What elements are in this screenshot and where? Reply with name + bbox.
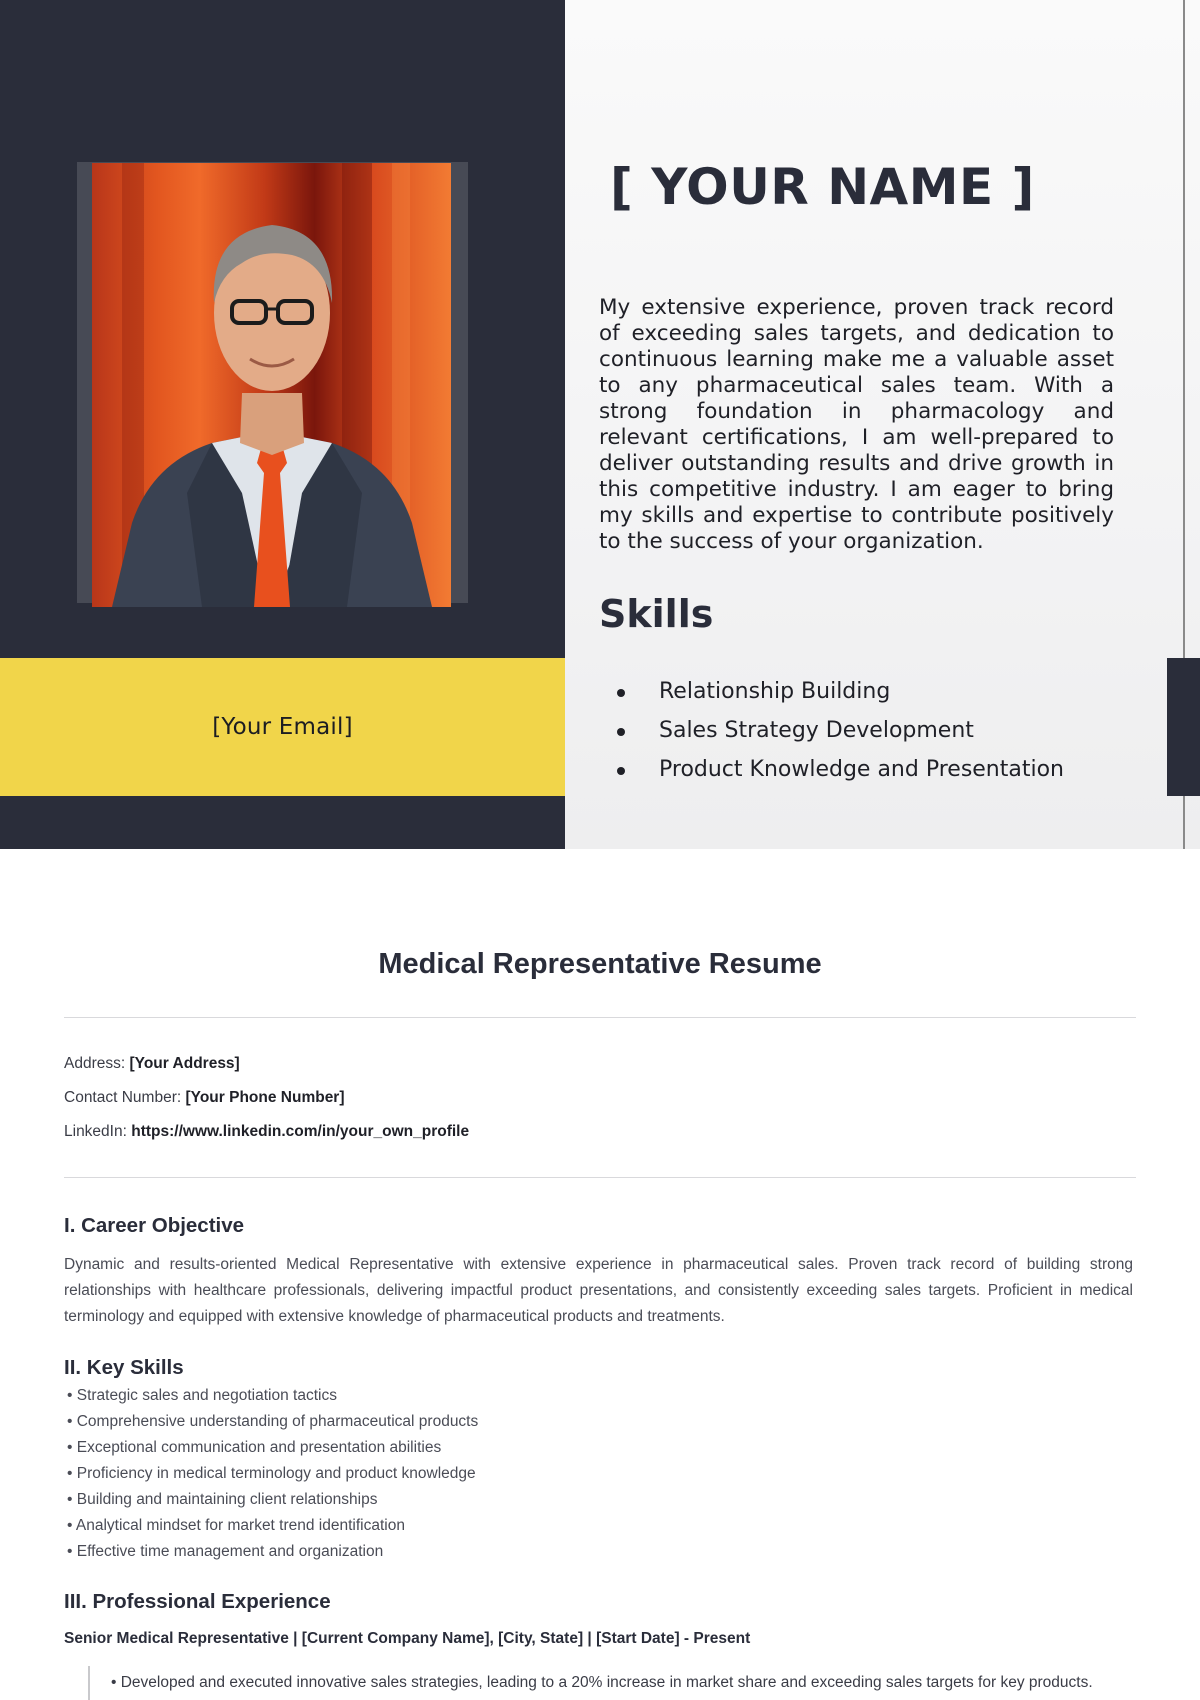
email-text: [Your Email] bbox=[212, 714, 353, 740]
list-item: • Developed and executed innovative sales strategies, leading to a 20% increase in market share and exceeding sales targets for key products. bbox=[111, 1674, 1093, 1691]
skill-item: Sales Strategy Development bbox=[612, 713, 1064, 752]
section-heading-skills: II. Key Skills bbox=[64, 1356, 184, 1379]
bullet-icon bbox=[617, 767, 625, 775]
divider bbox=[64, 1017, 1136, 1018]
contact-linkedin: LinkedIn: https://www.linkedin.com/in/your_own_profile bbox=[64, 1123, 470, 1140]
right-tab-decoration bbox=[1167, 658, 1200, 796]
section-heading-objective: I. Career Objective bbox=[64, 1214, 245, 1237]
list-item: • Effective time management and organization bbox=[67, 1543, 384, 1560]
section-heading-experience: III. Professional Experience bbox=[64, 1590, 331, 1613]
skills-list bbox=[612, 674, 1064, 791]
contact-address: Address: [Your Address] bbox=[64, 1055, 240, 1072]
skill-item: Product Knowledge and Presentation bbox=[612, 752, 1064, 791]
objective-text: Dynamic and results-oriented Medical Representative with extensive experience in pharmaceutical sales. Proven track record of building strong relationships with healthcare professionals, delivering impactful product presentations, and consistently exceeding sales targets. Proficient in medical terminology and equipped with extensive knowledge of pharmaceutical products and treatments. bbox=[64, 1256, 1133, 1325]
profile-photo bbox=[92, 163, 451, 607]
list-item: • Analytical mindset for market trend identification bbox=[67, 1517, 405, 1534]
list-item: • Strategic sales and negotiation tactics bbox=[67, 1387, 337, 1404]
linkedin-link[interactable]: https://www.linkedin.com/in/your_own_profile bbox=[131, 1123, 470, 1140]
list-item: • Exceptional communication and presentation abilities bbox=[67, 1439, 442, 1456]
summary-text: My extensive experience, proven track record of exceeding sales targets, and dedication to continuous learning make me a valuable asset to any pharmaceutical sales team. With a strong foundation in pharmacology and relevant certifications, I am well-prepared to deliver outstanding results and drive growth in this competitive industry. I am eager to bring my skills and expertise to contribute positively to the success of your organization. bbox=[599, 295, 1114, 554]
skill-item: Relationship Building bbox=[612, 674, 1064, 713]
list-item: • Comprehensive understanding of pharmaceutical products bbox=[67, 1413, 479, 1430]
key-skills-list bbox=[67, 1383, 478, 1565]
resume-banner bbox=[0, 0, 1200, 849]
list-item: • Proficiency in medical terminology and product knowledge bbox=[67, 1465, 476, 1482]
list-item: • Building and maintaining client relationships bbox=[67, 1491, 378, 1508]
divider bbox=[64, 1177, 1136, 1178]
name-title: [ YOUR NAME ] bbox=[610, 158, 1035, 216]
email-band bbox=[0, 658, 565, 796]
job-bullets bbox=[111, 1670, 1093, 1696]
bullet-icon bbox=[617, 689, 625, 697]
bullet-icon bbox=[617, 728, 625, 736]
document-title: Medical Representative Resume bbox=[378, 948, 822, 980]
quote-bar bbox=[88, 1666, 90, 1700]
job-title-line: Senior Medical Representative | [Current Company Name], [City, State] | [Start Date] - Present bbox=[64, 1630, 751, 1647]
skills-heading: Skills bbox=[599, 592, 714, 636]
contact-phone: Contact Number: [Your Phone Number] bbox=[64, 1089, 345, 1106]
